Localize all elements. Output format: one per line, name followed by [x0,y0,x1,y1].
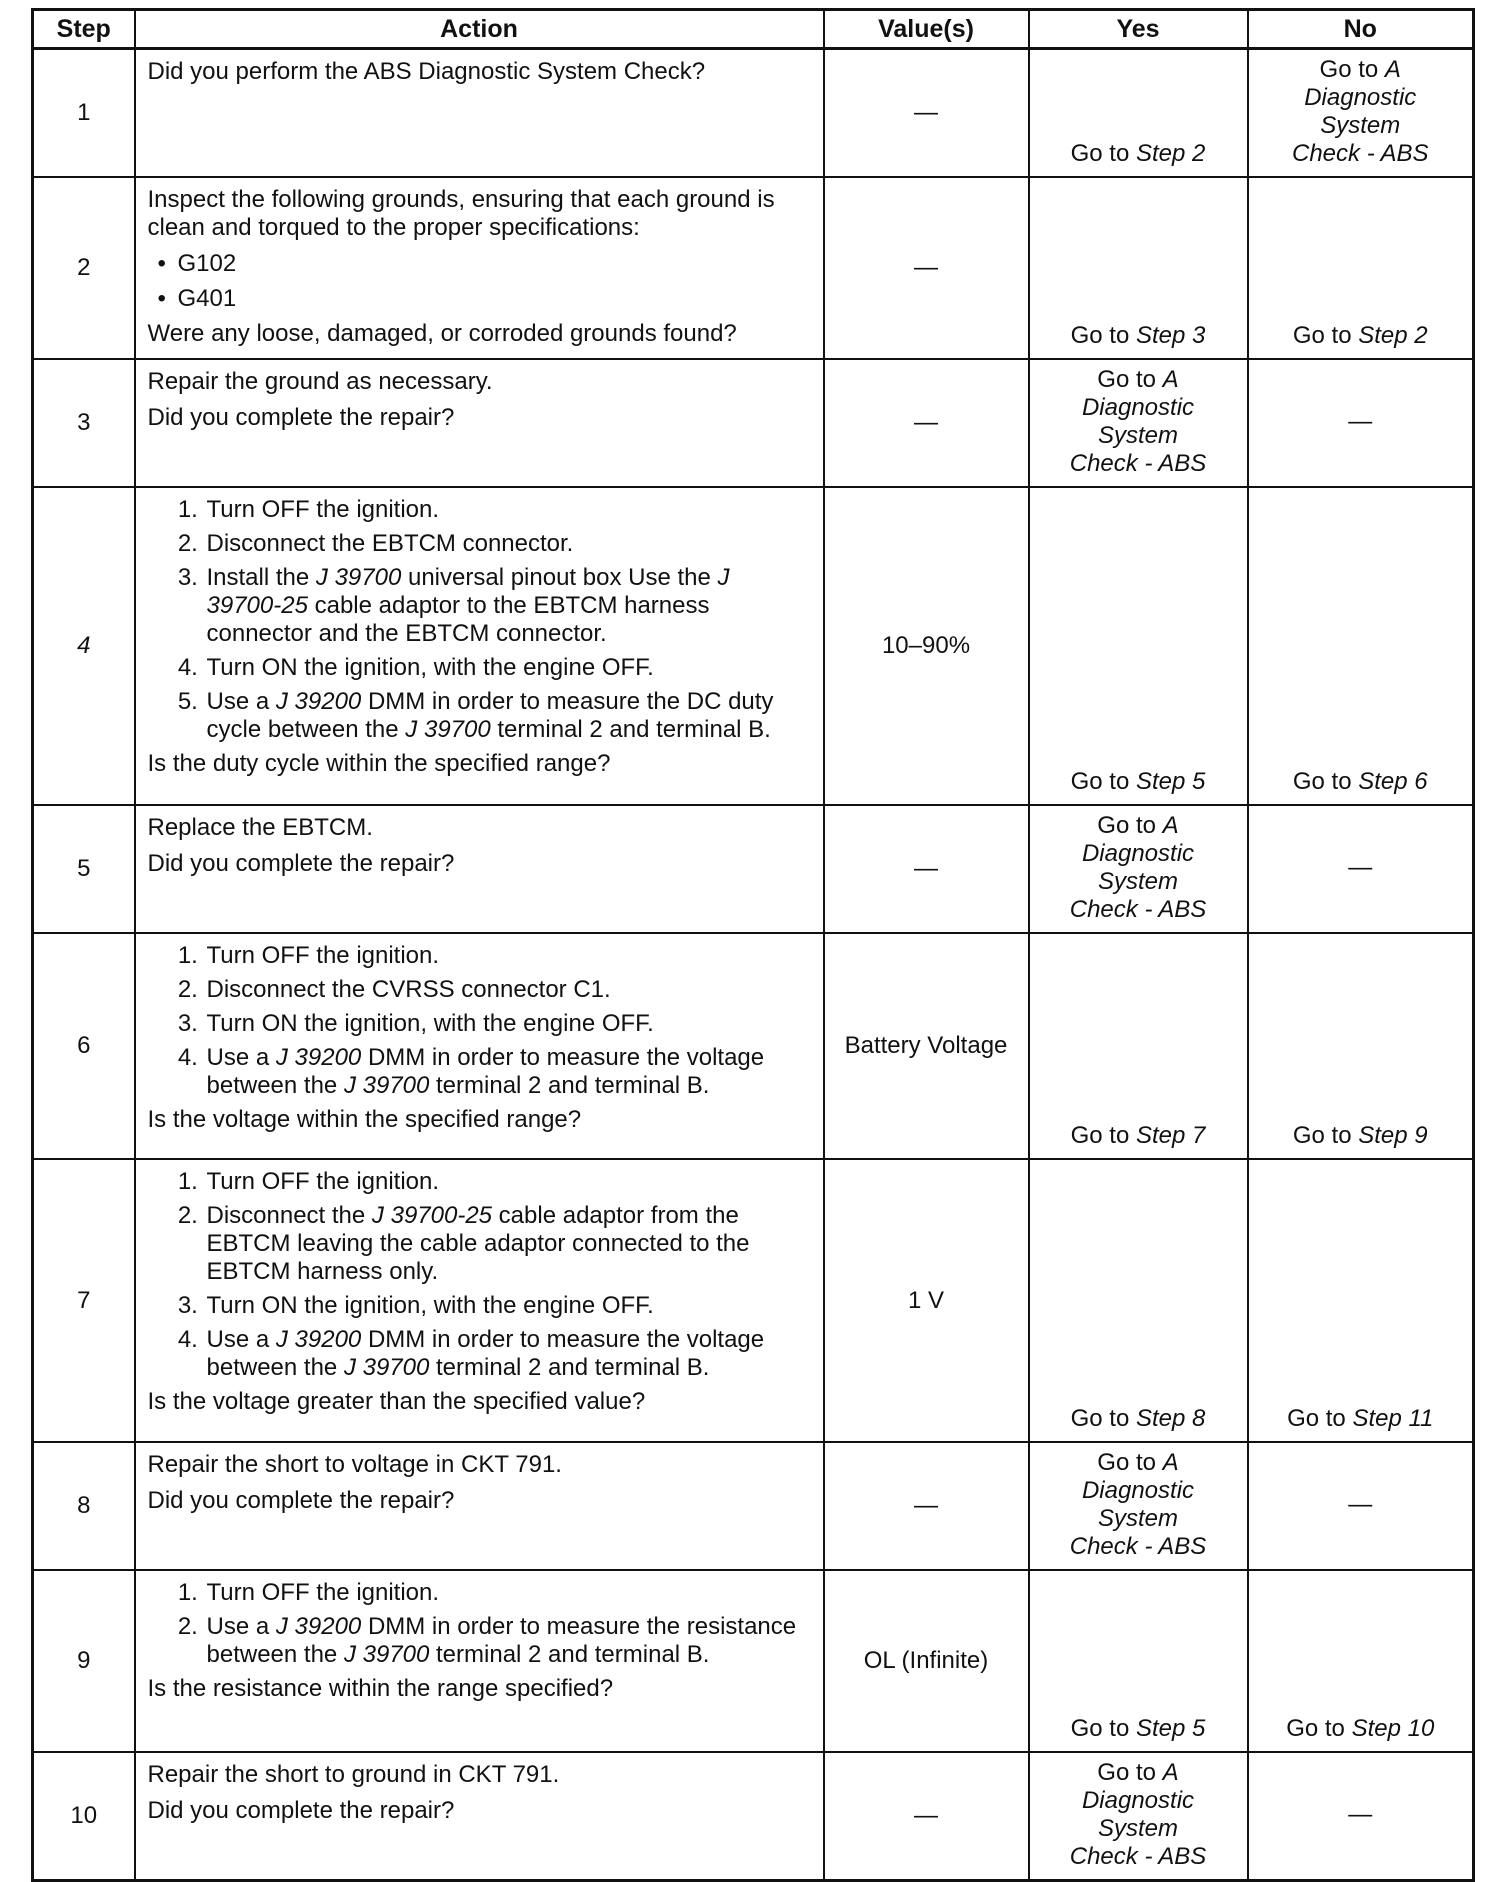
list-item: 1. Turn OFF the ignition. [205,942,811,970]
step-reference: Step 2 [1135,140,1206,167]
action-question: Did you complete the repair? [147,1487,455,1514]
table-body [33,49,1474,1881]
action-cell [135,487,824,805]
list-item: 1. Turn OFF the ignition. [205,1168,811,1196]
table-row [33,1159,1474,1442]
action-cell [135,933,824,1159]
list-item: 5. Use a J 39200 DMM in order to measure the DC duty cycle between the J 39700 terminal 2 and terminal B. [205,688,811,744]
tool-number: J 39700 [343,1354,430,1381]
no-cell: Go to Step 9 [1248,933,1474,1159]
step-reference: Step 5 [1135,768,1206,795]
step-reference: Step 7 [1135,1122,1206,1149]
step-number: 7 [33,1159,135,1442]
action-question: Did you complete the repair? [147,1797,455,1824]
value-cell: 1 V [824,1159,1029,1442]
tool-number: J 39700 [315,564,402,591]
yes-cell: Go to A Diagnostic System Check - ABS [1029,359,1248,487]
step-number: 3 [33,359,135,487]
no-cell: — [1248,1442,1474,1570]
step-number: 5 [33,805,135,933]
header-row [33,10,1474,49]
procedure-list [148,1168,811,1382]
value-cell: OL (Infinite) [824,1570,1029,1752]
tool-number: J 39200 [275,1326,362,1353]
list-item: • G401 [178,285,811,313]
ground-list [148,250,811,313]
step-number: 1 [33,49,135,178]
value-cell: — [824,49,1029,178]
header-yes: Yes [1029,10,1248,49]
action-cell [135,1442,824,1570]
table-row [33,177,1474,359]
yes-cell: Go to Step 2 [1029,49,1248,178]
list-item: 2. Disconnect the J 39700-25 cable adaptor from the EBTCM leaving the cable adaptor connected to the EBTCM harness only. [205,1202,811,1286]
step-number: 4 [33,487,135,805]
action-question: Did you complete the repair? [147,850,455,877]
list-item: 4. Use a J 39200 DMM in order to measure the voltage between the J 39700 terminal 2 and terminal B. [205,1044,811,1100]
list-item: 2. Use a J 39200 DMM in order to measure the resistance between the J 39700 terminal 2 and terminal B. [205,1613,811,1669]
table-row [33,805,1474,933]
action-question: Did you perform the ABS Diagnostic System Check? [147,58,706,85]
action-cell [135,359,824,487]
yes-cell: Go to Step 5 [1029,1570,1248,1752]
list-item: 3. Install the J 39700 universal pinout box Use the J 39700-25 cable adaptor to the EBTCM harness connector and the EBTCM connector. [205,564,811,648]
step-reference: Step 5 [1135,1715,1206,1742]
no-cell: Go to Step 10 [1248,1570,1474,1752]
no-cell: Go to Step 11 [1248,1159,1474,1442]
list-item: 4. Use a J 39200 DMM in order to measure the voltage between the J 39700 terminal 2 and terminal B. [205,1326,811,1382]
table-row [33,487,1474,805]
list-item: 4. Turn ON the ignition, with the engine OFF. [205,654,811,682]
header-no: No [1248,10,1474,49]
table-row [33,1570,1474,1752]
step-number: 2 [33,177,135,359]
value-cell: — [824,1442,1029,1570]
action-question: Is the duty cycle within the specified range? [147,750,611,777]
action-instruction: Inspect the following grounds, ensuring that each ground is clean and torqued to the proper specifications: [147,186,775,241]
list-item: 2. Disconnect the EBTCM connector. [205,530,811,558]
step-reference: Step 3 [1135,322,1206,349]
no-cell: — [1248,805,1474,933]
no-cell: Go to Step 2 [1248,177,1474,359]
action-question: Did you complete the repair? [147,404,455,431]
list-item: • G102 [178,250,811,278]
value-cell: 10–90% [824,487,1029,805]
table-row [33,1752,1474,1881]
yes-cell: Go to A Diagnostic System Check - ABS [1029,805,1248,933]
action-instruction: Repair the short to voltage in CKT 791. [147,1451,562,1478]
action-instruction: Replace the EBTCM. [147,814,373,841]
procedure-list [148,942,811,1100]
list-item: 1. Turn OFF the ignition. [205,496,811,524]
tool-number: J 39700 [343,1641,430,1668]
step-number: 6 [33,933,135,1159]
table-row [33,1442,1474,1570]
header-values: Value(s) [824,10,1029,49]
tool-number: J 39200 [275,1613,362,1640]
yes-cell: Go to A Diagnostic System Check - ABS [1029,1752,1248,1881]
step-reference: Step 6 [1358,768,1428,795]
table-row [33,49,1474,178]
step-reference: Step 10 [1351,1715,1435,1742]
value-cell: Battery Voltage [824,933,1029,1159]
action-question: Is the voltage greater than the specified value? [147,1388,646,1415]
list-item: 3. Turn ON the ignition, with the engine OFF. [205,1292,811,1320]
step-number: 10 [33,1752,135,1881]
action-question: Were any loose, damaged, or corroded grounds found? [147,320,737,347]
tool-number: J 39200 [275,688,362,715]
table-row [33,359,1474,487]
tool-number: J 39700 [343,1072,430,1099]
action-question: Is the resistance within the range specified? [147,1675,614,1702]
no-cell: — [1248,359,1474,487]
action-cell [135,1159,824,1442]
tool-number: J 39700-25 [371,1202,493,1229]
value-cell: — [824,1752,1029,1881]
step-reference: Step 8 [1135,1405,1206,1432]
action-cell [135,805,824,933]
header-action: Action [135,10,824,49]
action-question: Is the voltage within the specified range? [147,1106,582,1133]
value-cell: — [824,359,1029,487]
action-cell [135,1570,824,1752]
yes-cell: Go to A Diagnostic System Check - ABS [1029,1442,1248,1570]
yes-cell: Go to Step 3 [1029,177,1248,359]
yes-cell: Go to Step 8 [1029,1159,1248,1442]
no-cell: — [1248,1752,1474,1881]
procedure-list [148,1579,811,1669]
action-cell [135,49,824,178]
action-instruction: Repair the ground as necessary. [147,368,493,395]
step-number: 9 [33,1570,135,1752]
step-number: 8 [33,1442,135,1570]
step-reference: Step 11 [1352,1405,1434,1432]
yes-cell: Go to Step 5 [1029,487,1248,805]
no-cell: Go to A Diagnostic System Check - ABS [1248,49,1474,178]
list-item: 3. Turn ON the ignition, with the engine OFF. [205,1010,811,1038]
tool-number: J 39700-25 [206,564,730,619]
action-instruction: Repair the short to ground in CKT 791. [147,1761,560,1788]
tool-number: J 39200 [275,1044,362,1071]
no-cell: Go to Step 6 [1248,487,1474,805]
yes-cell: Go to Step 7 [1029,933,1248,1159]
action-cell [135,177,824,359]
diagnostic-table [31,8,1475,1882]
value-cell: — [824,805,1029,933]
step-reference: Step 2 [1358,322,1428,349]
list-item: 2. Disconnect the CVRSS connector C1. [205,976,811,1004]
action-cell [135,1752,824,1881]
list-item: 1. Turn OFF the ignition. [205,1579,811,1607]
tool-number: J 39700 [405,716,491,743]
procedure-list [148,496,811,744]
header-step: Step [33,10,135,49]
step-reference: Step 9 [1358,1122,1428,1149]
value-cell: — [824,177,1029,359]
table-row [33,933,1474,1159]
